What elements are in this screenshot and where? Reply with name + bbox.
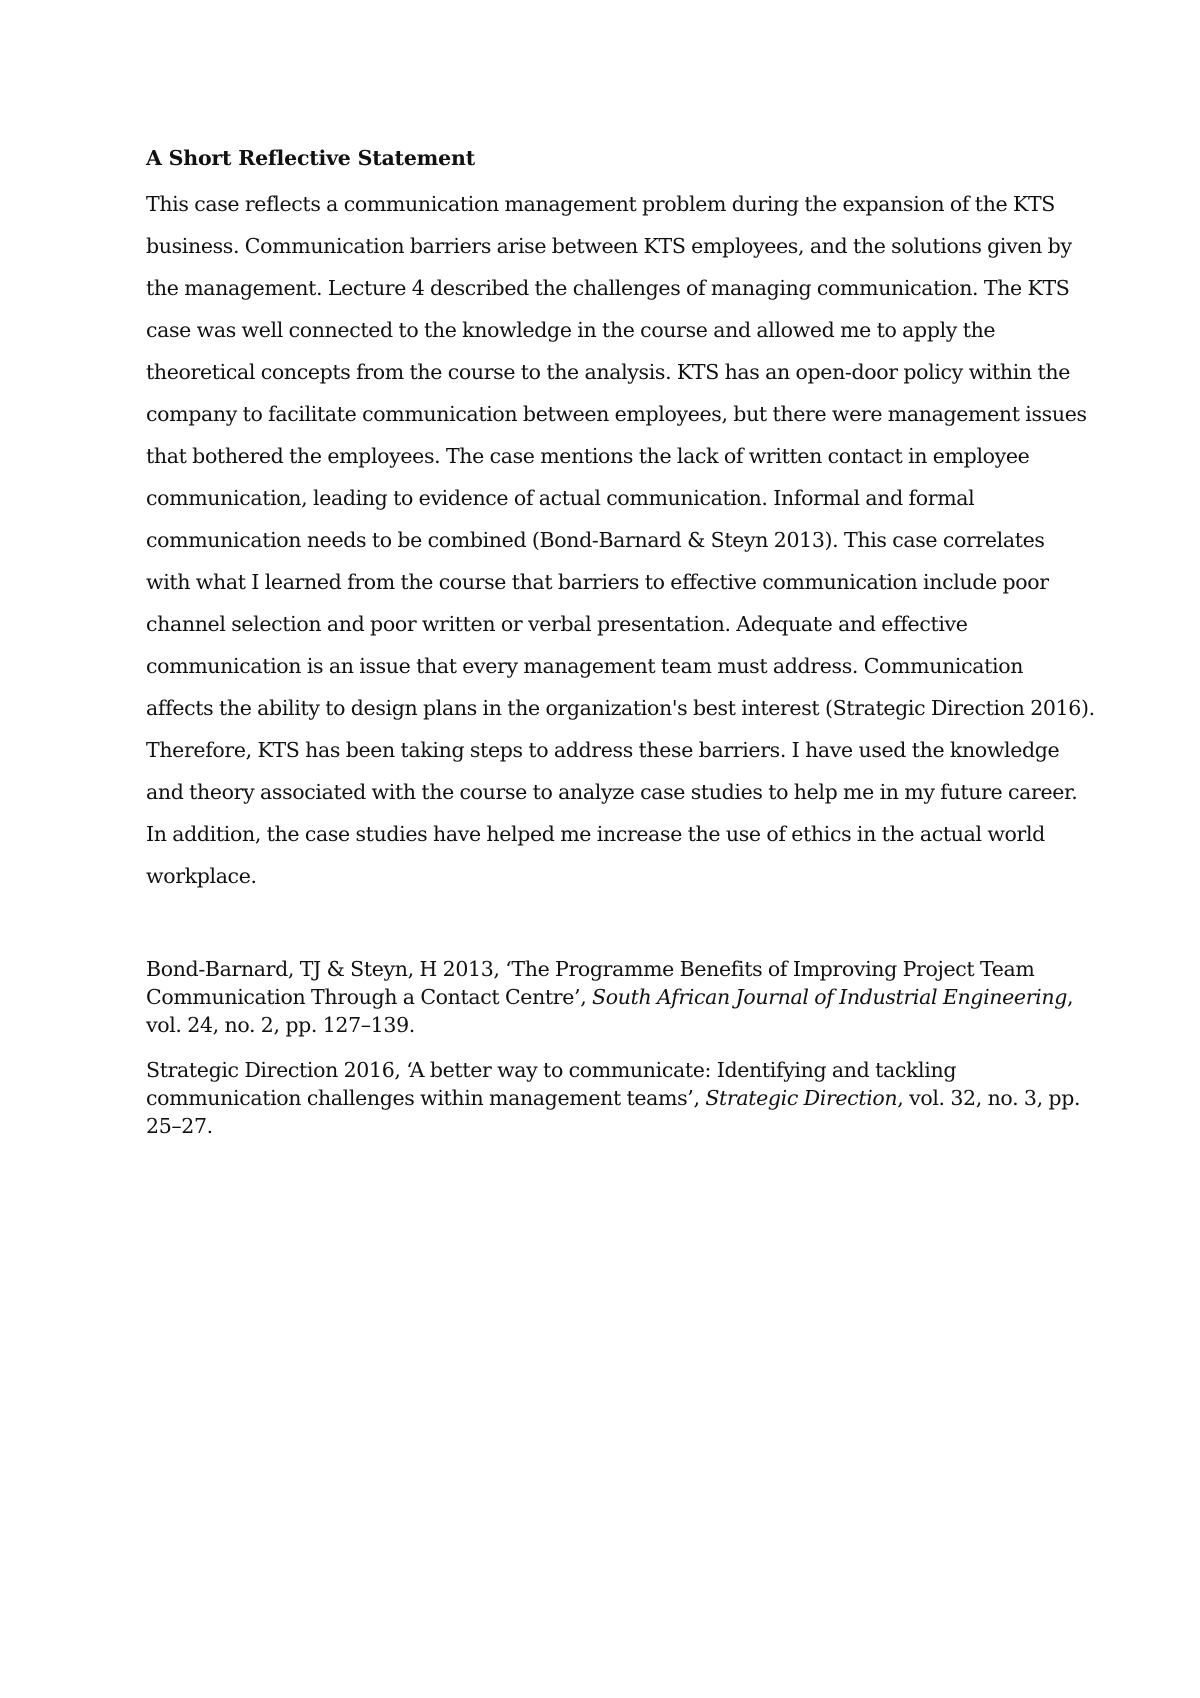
reference-line: Strategic Direction 2016, ‘A better way to communicate: Identifying and tackling bbox=[146, 1058, 957, 1082]
body-line: channel selection and poor written or verbal presentation. Adequate and effective bbox=[146, 612, 968, 636]
body-line: In addition, the case studies have helped me increase the use of ethics in the actual world bbox=[146, 822, 1045, 846]
reference-text: , vol. 32, no. 3, pp. bbox=[897, 1086, 1081, 1110]
body-line: and theory associated with the course to analyze case studies to help me in my future career. bbox=[146, 780, 1078, 804]
body-paragraph bbox=[146, 183, 1095, 897]
reference-entry bbox=[146, 1056, 1081, 1140]
reflective-statement-section bbox=[146, 143, 1095, 897]
body-line: theoretical concepts from the course to the analysis. KTS has an open-door policy within the bbox=[146, 360, 1070, 384]
body-line: Therefore, KTS has been taking steps to address these barriers. I have used the knowledge bbox=[146, 738, 1060, 762]
reference-line bbox=[146, 983, 1076, 1011]
body-line: case was well connected to the knowledge in the course and allowed me to apply the bbox=[146, 318, 996, 342]
reference-line bbox=[146, 1084, 1081, 1112]
reference-line: 25–27. bbox=[146, 1114, 213, 1138]
body-line: affects the ability to design plans in the organization's best interest (Strategic Direction 2016). bbox=[146, 696, 1095, 720]
journal-title: Strategic Direction bbox=[705, 1086, 898, 1110]
body-line: business. Communication barriers arise between KTS employees, and the solutions given by bbox=[146, 234, 1072, 258]
body-line: This case reflects a communication management problem during the expansion of the KTS bbox=[146, 192, 1055, 216]
reference-line: Bond-Barnard, TJ & Steyn, H 2013, ‘The Programme Benefits of Improving Project Team bbox=[146, 957, 1035, 981]
reference-text: Communication Through a Contact Centre’, bbox=[146, 985, 593, 1009]
reference-entry bbox=[146, 955, 1076, 1039]
reference-text: communication challenges within management teams’, bbox=[146, 1086, 706, 1110]
body-line: communication needs to be combined (Bond-Barnard & Steyn 2013). This case correlates bbox=[146, 528, 1045, 552]
reference-line: vol. 24, no. 2, pp. 127–139. bbox=[146, 1013, 415, 1037]
body-line: company to facilitate communication between employees, but there were management issues bbox=[146, 402, 1087, 426]
body-line: communication is an issue that every management team must address. Communication bbox=[146, 654, 1024, 678]
section-heading: A Short Reflective Statement bbox=[146, 146, 475, 170]
journal-title: South African Journal of Industrial Engineering bbox=[592, 985, 1067, 1009]
reference-list bbox=[146, 955, 1081, 1157]
reference-text: , bbox=[1067, 985, 1074, 1009]
body-line: the management. Lecture 4 described the challenges of managing communication. The KTS bbox=[146, 276, 1070, 300]
body-line: that bothered the employees. The case mentions the lack of written contact in employee bbox=[146, 444, 1030, 468]
body-line: workplace. bbox=[146, 864, 257, 888]
body-line: communication, leading to evidence of actual communication. Informal and formal bbox=[146, 486, 975, 510]
body-line: with what I learned from the course that barriers to effective communication include poor bbox=[146, 570, 1049, 594]
